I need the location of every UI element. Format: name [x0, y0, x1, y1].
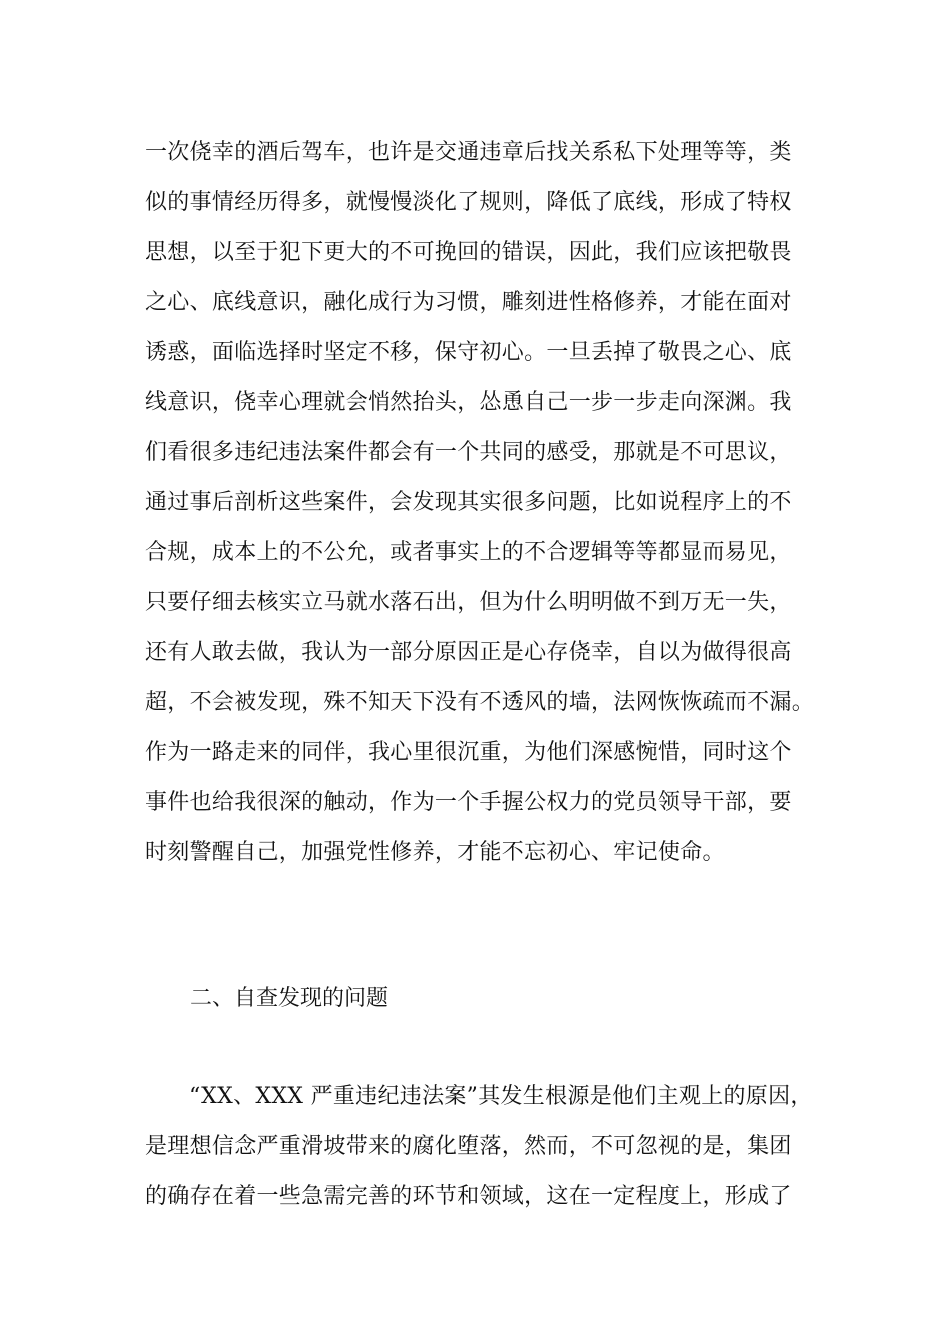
paragraph-line: 们看很多违纪违法案件都会有一个共同的感受，那就是不可思议， — [145, 440, 792, 465]
body-paragraph-1 — [145, 128, 825, 878]
paragraph-line: 事件也给我很深的触动，作为一个手握公权力的党员领导干部，要 — [145, 790, 792, 815]
paragraph-line: 时刻警醒自己，加强党性修养，才能不忘初心、牢记使命。 — [145, 840, 725, 865]
paragraph-line: 还有人敢去做，我认为一部分原因正是心存侥幸，自以为做得很高 — [145, 640, 792, 665]
paragraph-line: “XX、XXX 严重违纪违法案”其发生根源是他们主观上的原因， — [189, 1084, 813, 1109]
paragraph-line: 诱惑，面临选择时坚定不移，保守初心。一旦丢掉了敬畏之心、底 — [145, 340, 792, 365]
paragraph-line: 一次侥幸的酒后驾车，也许是交通违章后找关系私下处理等等，类 — [145, 140, 792, 165]
paragraph-line: 思想，以至于犯下更大的不可挽回的错误，因此，我们应该把敬畏 — [145, 240, 792, 265]
section-heading: 二、自查发现的问题 — [190, 986, 389, 1011]
paragraph-line: 线意识，侥幸心理就会悄然抬头，怂恿自己一步一步走向深渊。我 — [145, 390, 792, 415]
paragraph-line: 似的事情经历得多，就慢慢淡化了规则，降低了底线，形成了特权 — [145, 190, 792, 215]
paragraph-line: 超，不会被发现，殊不知天下没有不透风的墙，法网恢恢疏而不漏。 — [145, 690, 815, 715]
paragraph-line: 是理想信念严重滑坡带来的腐化堕落，然而，不可忽视的是，集团 — [145, 1134, 792, 1159]
paragraph-line: 之心、底线意识，融化成行为习惯，雕刻进性格修养，才能在面对 — [145, 290, 792, 315]
paragraph-line: 只要仔细去核实立马就水落石出，但为什么明明做不到万无一失， — [145, 590, 792, 615]
paragraph-line: 作为一路走来的同伴，我心里很沉重，为他们深感惋惜，同时这个 — [145, 740, 792, 765]
body-paragraph-2 — [145, 1072, 825, 1222]
paragraph-line: 的确存在着一些急需完善的环节和领域，这在一定程度上，形成了 — [145, 1184, 792, 1209]
paragraph-line: 通过事后剖析这些案件，会发现其实很多问题，比如说程序上的不 — [145, 490, 792, 515]
paragraph-line: 合规，成本上的不公允，或者事实上的不合逻辑等等都显而易见， — [145, 540, 792, 565]
